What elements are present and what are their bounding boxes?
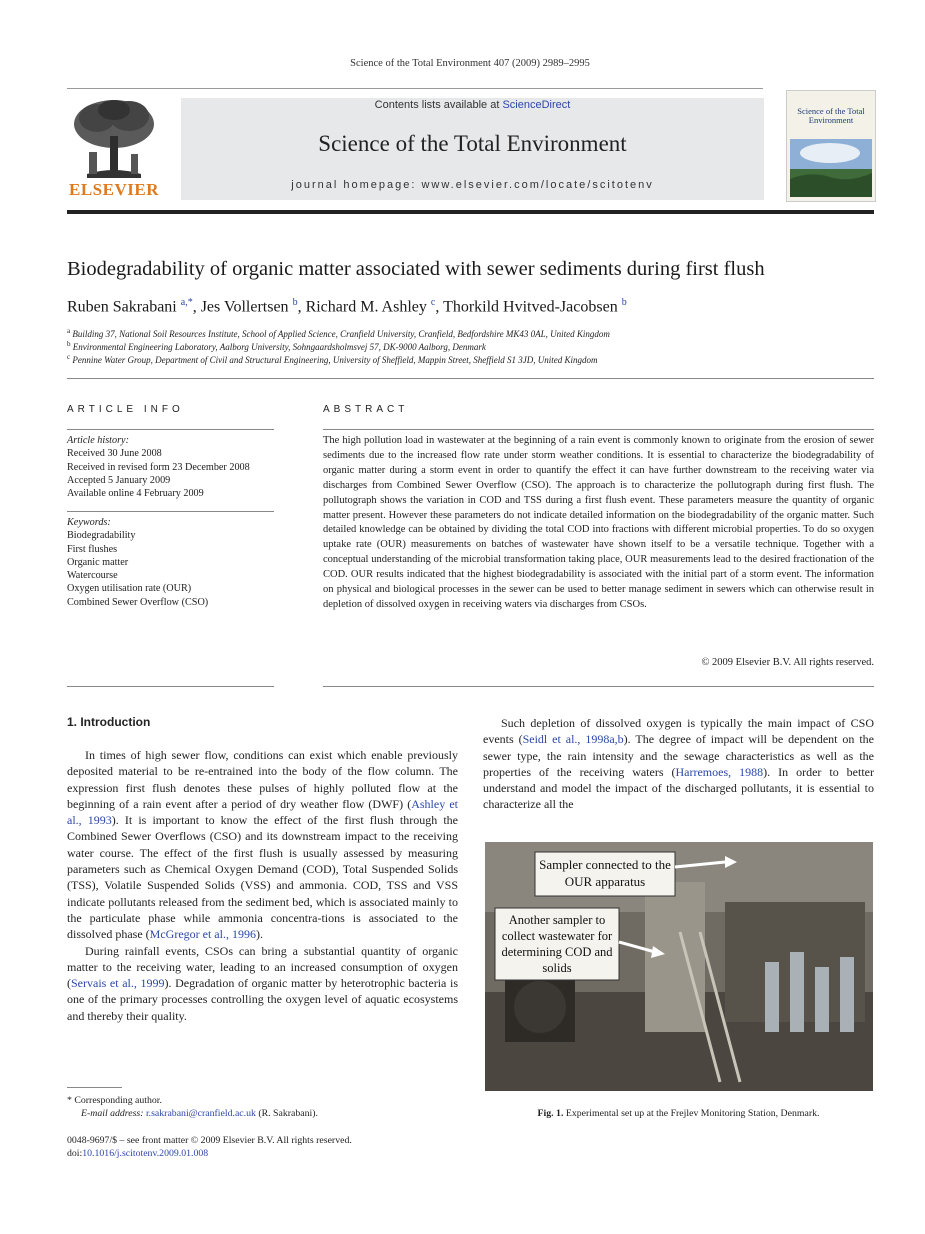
corresponding-author	[67, 1094, 467, 1107]
footnote-marker: *	[67, 1095, 72, 1106]
email-link[interactable]: r.sakrabani@cranfield.ac.uk	[145, 1108, 256, 1119]
journal-citation: Science of the Total Environment 407 (2009) 2989–2995	[350, 58, 590, 69]
keyword: Organic matter	[67, 556, 129, 568]
abstract-copyright: © 2009 Elsevier B.V. All rights reserved.	[701, 657, 874, 668]
citation-link[interactable]: Seidl et al., 1998a,b	[522, 732, 624, 747]
paragraph	[67, 943, 458, 1024]
doi-label: doi:	[67, 1148, 83, 1159]
corresponding-text: Corresponding author.	[71, 1095, 162, 1106]
keyword: Combined Sewer Overflow (CSO)	[67, 596, 209, 608]
abstract-text: The high pollution load in wastewater at the beginning of a rain event is commonly known to originate from the erosion of sewer sediments due to the increased flow rate under storm weather conditions. It is essential to characterize the biodegradability of organic matter during a storm event in order to quantify the effect it can have further downstream to the receiving water via discharges from Combined Sewer Overflow (CSO). The approach is to characterize the pollutograph during first flush. The pollutograph shows the variation in COD and TSS during a first flush event. These parameters measure the quantity of organic matter present. However these parameters do not indicate detailed information on the biodegradability of the organic matter. Such detailed knowledge can be obtained by dividing the total COD into fractions with different microbial properties. To do so oxygen uptake rate (OUR) measurements on batches of wastewater have shown itself to be a versatile technique. Together with a conceptual understanding of the microbial transformation taking place, OUR measurements lead to the desired fractionation of the COD. OUR results indicated that the highest biodegradability is associated with the initial part of a storm event. The information on physical and biological processes in the sewer can be used to better manage sediment in sewers which can otherwise result in depletion of dissolved oxygen in receiving waters via discharges from CSOs.	[323, 435, 874, 610]
divider	[67, 378, 874, 379]
divider	[323, 429, 874, 430]
article-title: Biodegradability of organic matter associated with sewer sediments during first flush	[67, 258, 765, 280]
keyword: Oxygen utilisation rate (OUR)	[67, 583, 192, 595]
affiliation-label: b	[67, 340, 71, 348]
elsevier-wordmark: ELSEVIER	[69, 180, 159, 199]
divider	[323, 686, 874, 687]
keyword: Biodegradability	[67, 530, 136, 542]
article-history	[67, 434, 277, 500]
accepted-date: Accepted 5 January 2009	[67, 474, 171, 486]
contents-line	[181, 99, 764, 111]
text-run: In times of high sewer flow, conditions can exist which enable previously deposited material to be re-entrained into the body of the flow column. The expression first flush denotes these pulses of highly polluted flow at the beginning of a rain event after a period of dry weather flow (DWF) (	[67, 748, 458, 811]
email-suffix: (R. Sakrabani).	[255, 1108, 318, 1119]
affiliation	[67, 353, 598, 365]
journal-cover-thumbnail	[786, 90, 876, 202]
paragraph	[67, 747, 458, 943]
masthead-rule	[67, 88, 763, 89]
author-affil-ref[interactable]: c	[430, 297, 436, 308]
affiliation-text: Pennine Water Group, Department of Civil and Structural Engineering, University of Sheffield, Mappin Street, Sheffield S1 3JD, United Kingdom	[72, 355, 598, 365]
contents-prefix: Contents lists available at	[374, 99, 503, 111]
email-label: E-mail address:	[81, 1108, 146, 1119]
body-column-left	[67, 747, 458, 1024]
text-run: ). It is important to know the effect of the first flush through the Combined Sewer Overflows (CSO) and its downstream impact to the receiving water course. The effect of the first flush is usually assessed by measuring parameters such as Chemical Oxygen Demand (COD), Total Suspended Solids (TSS), Volatile Suspended Solids (VSS) and ammonia. COD, TSS and VSS indicate pollutants released from the sediment bed, which is associated mainly to the particulate phase while ammonia concentra-tions is associated to the dissolved phase (	[67, 813, 458, 942]
footnote-rule	[67, 1087, 122, 1088]
cover-landscape-image	[790, 139, 872, 197]
author-name: Jes Vollertsen	[200, 298, 289, 316]
keywords-list	[67, 516, 277, 609]
caption-text: Experimental set up at the Frejlev Monitoring Station, Denmark.	[563, 1108, 820, 1119]
divider	[67, 429, 274, 430]
keyword: Watercourse	[67, 570, 118, 582]
affiliation	[67, 327, 610, 339]
citation-link[interactable]: Servais et al., 1999	[71, 976, 165, 991]
email-line	[67, 1107, 467, 1120]
text-run: ). Degradation of organic matter by heterotrophic bacteria is one of the primary processes controlling the oxygen level of aquatic ecosystems and thereby their quality.	[67, 976, 458, 1023]
author-affil-ref[interactable]: b	[621, 297, 627, 308]
citation-link[interactable]: Ashley et al., 1993	[67, 796, 459, 828]
figure-label: Another sampler to collect wastewater for determining COD and solids	[501, 913, 613, 975]
text-run: ).	[255, 927, 263, 942]
author-affil-ref[interactable]: b	[292, 297, 298, 308]
doi-link[interactable]: 10.1016/j.scitotenv.2009.01.008	[82, 1148, 209, 1159]
figure-label: Sampler connected to the OUR apparatus	[539, 857, 671, 889]
paragraph	[483, 715, 874, 813]
journal-homepage[interactable]: journal homepage: www.elsevier.com/locate/scitotenv	[291, 179, 654, 191]
text-run: During rainfall events, CSOs can bring a substantial quantity of organic matter to the receiving water, leading to an increased consumption of oxygen (	[67, 943, 458, 991]
author-affil-ref[interactable]: a,*	[180, 297, 193, 308]
figure-caption	[483, 1108, 874, 1119]
affiliation-text: Environmental Engineering Laboratory, Aalborg University, Sohngaardsholmsvej 57, DK-9000 Aalborg, Denmark	[72, 342, 486, 352]
footnote	[67, 1094, 467, 1120]
received-date: Received 30 June 2008	[67, 448, 162, 460]
cover-title: Science of the Total Environment	[797, 106, 865, 125]
history-label: Article history:	[67, 435, 129, 446]
affiliation-text: Building 37, National Soil Resources Institute, School of Applied Science, Cranfield University, Cranfield, Bedfordshire MK43 0AL, United Kingdom	[72, 329, 610, 339]
affiliation	[67, 340, 486, 352]
text-run: ). In order to better understand and model the impact of the discharged pollutants, it is essential to characterize all the	[483, 764, 874, 812]
keywords-label: Keywords:	[67, 517, 111, 528]
author-name: Thorkild Hvitved-Jacobsen	[443, 298, 618, 316]
author-list: Ruben Sakrabani $^{a,*}$, Jes Vollertsen $^b$, Richard M. Ashley $^c$, Thorkild Hvitved-Jacobsen $^b$	[67, 297, 627, 316]
body-column-right	[483, 715, 874, 813]
affiliation-label: a	[67, 327, 71, 335]
doi-line	[67, 1147, 467, 1160]
affiliation-label: c	[67, 353, 71, 361]
article-info-heading: ARTICLE INFO	[67, 404, 184, 415]
caption-label: Fig. 1.	[537, 1108, 564, 1119]
text-run: Such depletion of dissolved oxygen is typically the main impact of CSO events (	[483, 716, 874, 747]
issn-line: 0048-9697/$ – see front matter © 2009 Elsevier B.V. All rights reserved.	[67, 1135, 352, 1146]
keyword: First flushes	[67, 543, 118, 555]
text-run: ). The degree of impact will be dependent on the sewer type, the rain intensity and the sewage characteristics as well as the properties of the receiving waters (	[483, 732, 874, 779]
citation-link[interactable]: Harremoes, 1988	[675, 764, 764, 779]
section-heading: 1. Introduction	[67, 715, 151, 729]
author-name: Ruben Sakrabani	[67, 298, 177, 316]
sciencedirect-link[interactable]: ScienceDirect	[502, 99, 571, 111]
revised-date: Received in revised form 23 December 2008	[67, 461, 250, 473]
front-matter	[67, 1134, 467, 1160]
author-name: Richard M. Ashley	[305, 298, 427, 316]
figure-photo	[485, 842, 873, 1091]
abstract-heading: ABSTRACT	[323, 404, 409, 415]
header-thick-rule	[67, 210, 874, 214]
divider	[67, 511, 274, 512]
divider	[67, 686, 274, 687]
online-date: Available online 4 February 2009	[67, 488, 204, 500]
citation-link[interactable]: McGregor et al., 1996	[149, 927, 256, 942]
journal-title: Science of the Total Environment	[318, 131, 627, 156]
